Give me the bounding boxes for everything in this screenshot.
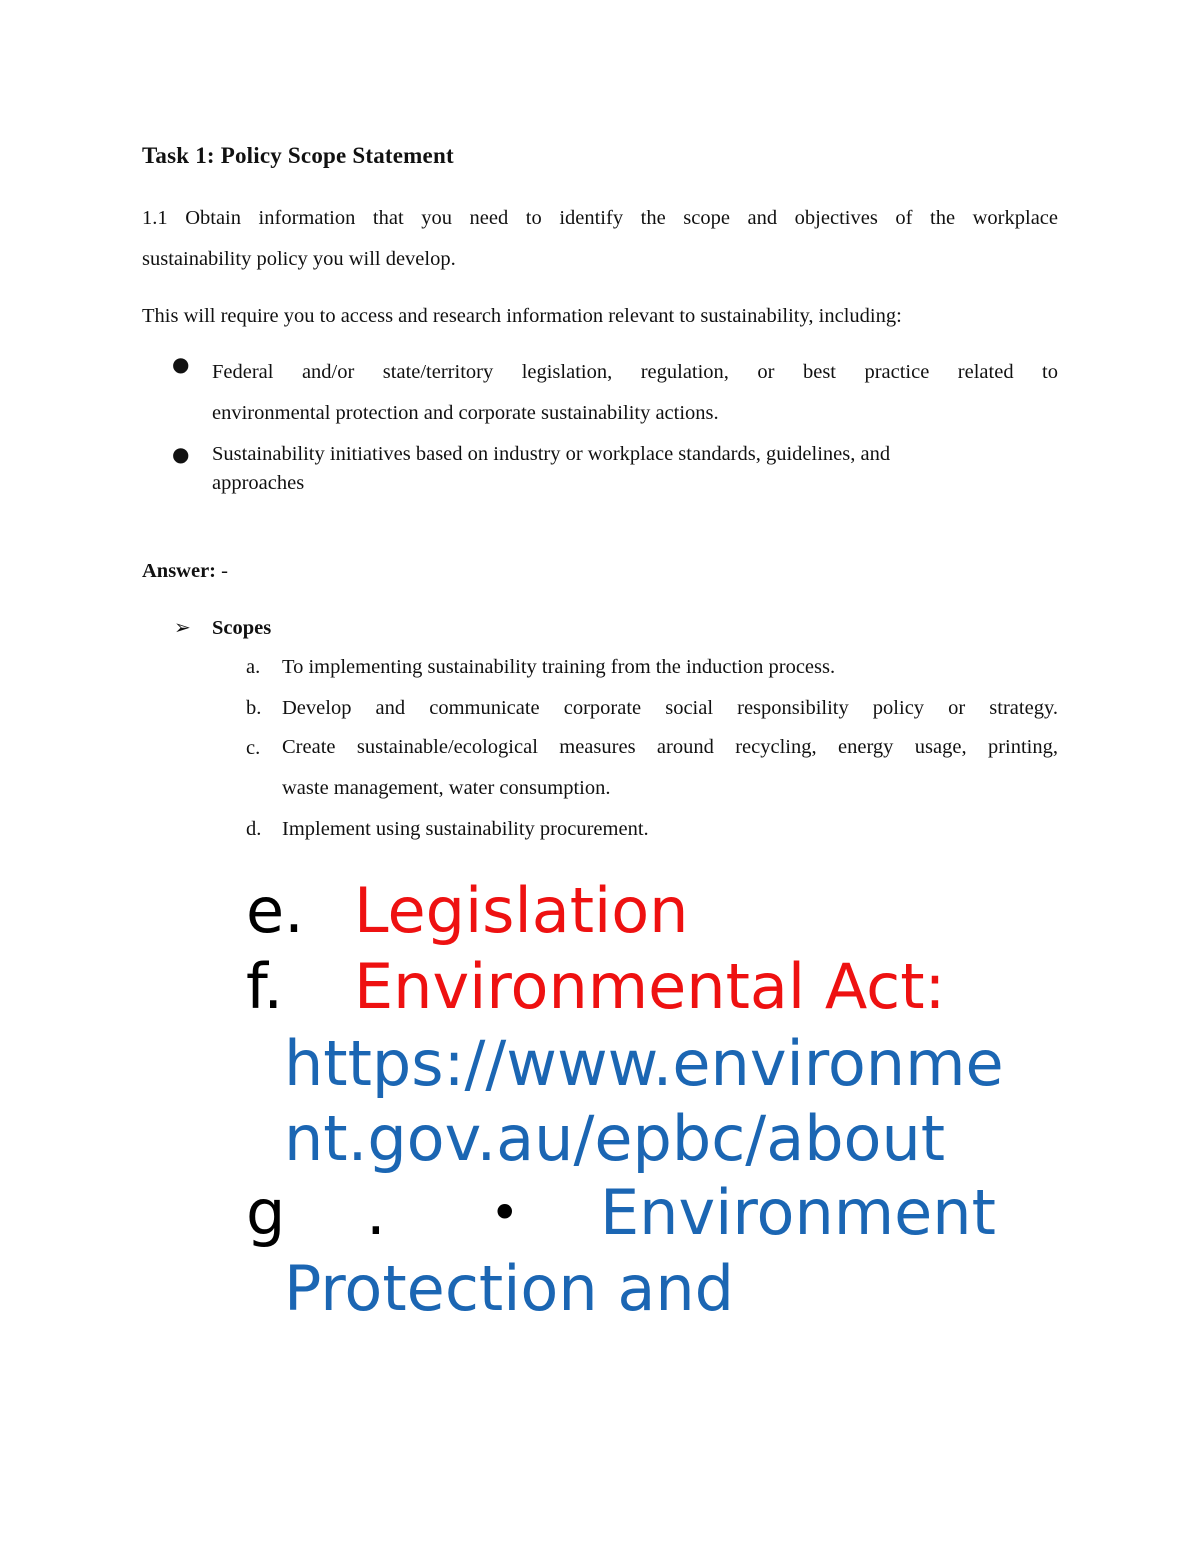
scopes-heading: [174, 615, 271, 640]
arrow-bullet-icon: ➢: [174, 615, 191, 639]
answer-label: Answer:: [142, 560, 217, 582]
scope-item-text: Develop and communicate corporate social responsibility policy or strategy.: [282, 697, 1058, 719]
environment-text: Environment: [600, 1176, 996, 1249]
instruction-line-1: 1.1 Obtain information that you need to identify the scope and objectives of the workplace: [142, 207, 1058, 229]
scope-item-text-line-2: waste management, water consumption.: [282, 777, 611, 799]
bullet-2-line-1: Sustainability initiatives based on industry or workplace standards, guidelines, and: [212, 443, 891, 465]
large-item-letter-f: f.: [246, 950, 284, 1023]
bullet-1-line-1: Federal and/or state/territory legislation, regulation, or best practice related to: [212, 361, 1058, 383]
scope-item-letter: d.: [246, 818, 262, 840]
protection-and-text: Protection and: [284, 1252, 735, 1325]
scope-item-letter: b.: [246, 697, 262, 719]
answer-heading: [142, 560, 228, 583]
bullet-item: [142, 440, 1058, 500]
bullet-icon: •: [490, 1184, 520, 1242]
url-line-1[interactable]: https://www.environme: [284, 1027, 1004, 1100]
large-item-letter-e: e.: [246, 874, 304, 947]
answer-suffix: -: [216, 560, 228, 582]
scope-item-text: Implement using sustainability procurement.: [282, 818, 649, 840]
bullet-1-line-2: environmental protection and corporate sustainability actions.: [212, 402, 719, 424]
bullet-2-line-2: approaches: [212, 472, 305, 494]
task-title: Task 1: Policy Scope Statement: [142, 143, 454, 168]
scope-item-text-line-1: Create sustainable/ecological measures around recycling, energy usage, printing,: [282, 736, 1058, 758]
instruction-line-2: sustainability policy you will develop.: [142, 248, 456, 270]
url-line-2[interactable]: nt.gov.au/epbc/about: [284, 1102, 946, 1175]
scope-item-letter: c.: [246, 737, 261, 759]
intro-paragraph: This will require you to access and research information relevant to sustainability, including:: [142, 305, 902, 327]
large-item-letter-g: g: [246, 1176, 286, 1249]
scopes-title: Scopes: [212, 617, 272, 639]
scope-item-text: To implementing sustainability training from the induction process.: [282, 656, 836, 678]
legislation-text: Legislation: [354, 874, 689, 947]
scope-item-letter: a.: [246, 656, 261, 678]
bullet-dot-icon: ●: [172, 352, 190, 376]
bullet-dot-icon: ●: [172, 442, 190, 466]
environmental-act-text: Environmental Act:: [354, 950, 946, 1023]
large-item-dot: .: [366, 1176, 386, 1249]
bullet-item: [142, 352, 1058, 434]
instruction-paragraph: [142, 198, 1058, 280]
